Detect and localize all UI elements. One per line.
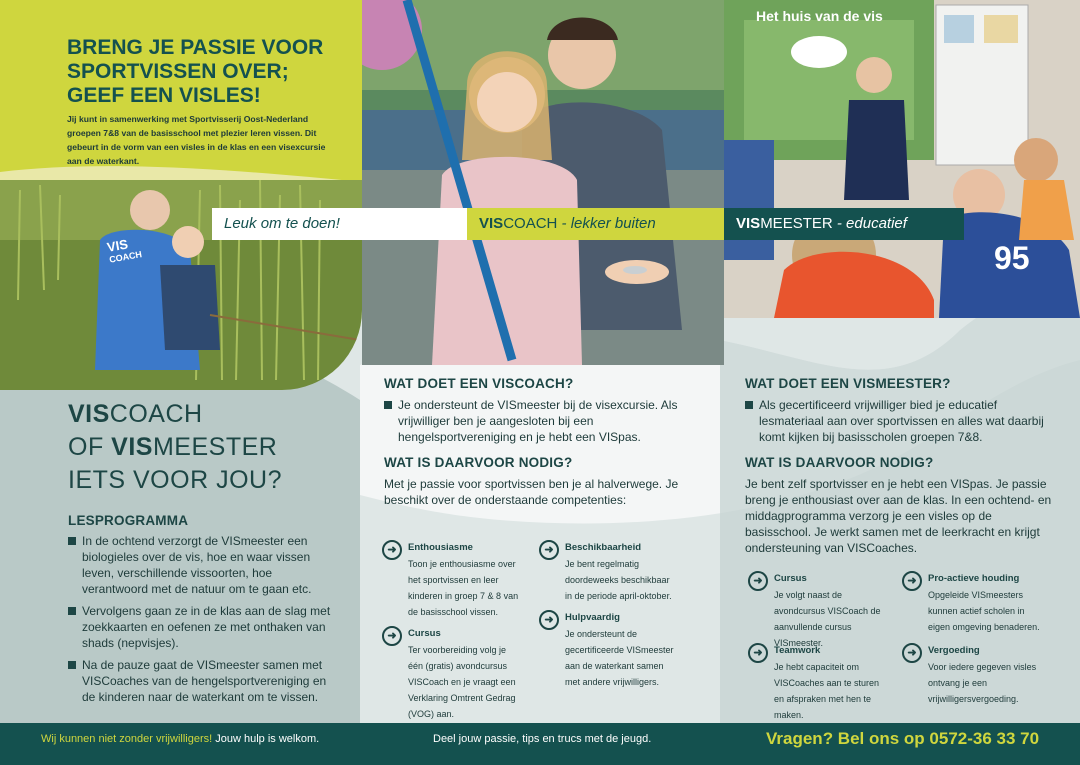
arrow-right-circle-icon: ➜ [382,540,402,560]
lesprogramma-section [68,513,336,705]
footer-phone: Vragen? Bel ons op 0572-36 33 70 [766,729,1040,748]
viscoach-title: WAT DOET EEN VISCOACH? [384,376,574,391]
big-question: VISCOACH OF VISMEESTER IETS VOOR JOU? [68,400,282,494]
viscoach-text: Je ondersteunt de VISmeester bij de visexcursie. Als vrijwilliger ben je aangesloten bij een hengelsportvereniging en je hebt een VISpas. [384,397,694,445]
tag-viscoach: VISCOACH - lekker buiten [467,208,724,240]
feature-cursus-coach: ➜ Cursus Ter voorbereiding volg je één (gratis) avondcursus VISCoach en je vraagt een Verklaring Omtrent Gedrag (VOG) aan. [382,626,522,722]
tag-fun: Leuk om te doen! [212,208,467,240]
vismeester-section [745,376,1055,556]
footer-left: Wij kunnen niet zonder vrijwilligers! Jouw hulp is welkom. [41,733,320,745]
arrow-right-circle-icon: ➜ [748,571,768,591]
vismeester-req-text: Je bent zelf sportvisser en je hebt een VISpas. Je passie breng je enthousiast over aan de klas. In een ochtend- en middagprogramma verzorg je een visles op de basisschool. Je werkt samen met de leerkracht en krijgt ondersteuning van VISCoaches. [745,477,1052,555]
whiteboard-title: Het huis van de vis [756,8,883,24]
lesprogramma-item: Vervolgens gaan ze in de klas aan de slag met zoekkaarten en oefenen ze met onthaken van shads (nepvisjes). [68,603,336,651]
vismeester-text: Als gecertificeerd vrijwilliger bied je educatief lesmateriaal aan over sportvissen en alles wat daarbij komt kijken bij basisscholen groepen 7&8. [745,397,1055,445]
viscoach-req-title: WAT IS DAARVOOR NODIG? [384,455,573,470]
feature-teamwork: ➜ Teamwork Je hebt capaciteit om VISCoaches aan te sturen en afspraken met hen te maken. [748,643,888,723]
vismeester-title: WAT DOET EEN VISMEESTER? [745,376,951,391]
feature-hulpvaardig: ➜ Hulpvaardig Je ondersteunt de gecertificeerde VISmeester aan de waterkant samen met andere vrijwilligers. [539,610,679,690]
hero-title: BRENG JE PASSIE VOOR SPORTVISSEN OVER; GEEF EEN VISLES! [67,36,324,107]
viscoach-req-text: Met je passie voor sportvissen ben je al halverwege. Je beschikt over de onderstaande competenties: [384,477,679,507]
feature-beschikbaarheid: ➜ Beschikbaarheid Je bent regelmatig doordeweeks beschikbaar in de periode april-oktober. [539,540,679,604]
arrow-right-circle-icon: ➜ [748,643,768,663]
tag-vismeester: VISMEESTER - educatief [724,208,964,240]
vest-text: VIS COACH [105,236,143,265]
lesprogramma-title: LESPROGRAMMA [68,513,189,528]
hero-intro: Jij kunt in samenwerking met Sportvisserij Oost-Nederland groepen 7&8 van de basisschool met plezier leren vissen. Dit gebeurt in de vorm van een visles in de klas en een visexcursie aan de waterkant. [67,114,326,166]
photo-girl-with-fish [362,0,724,365]
lesprogramma-item: Na de pauze gaat de VISmeester samen met VISCoaches van de hengelsportvereniging en de kinderen naar de waterkant om te vissen. [68,657,336,705]
shirt-number: 95 [994,240,1030,276]
feature-cursus-meester: ➜ Cursus Je volgt naast de avondcursus VISCoach de aanvullende cursus VISmeester. [748,571,888,651]
footer-middle: Deel jouw passie, tips en trucs met de jeugd. [433,733,652,745]
arrow-right-circle-icon: ➜ [539,540,559,560]
arrow-right-circle-icon: ➜ [902,571,922,591]
vismeester-req-title: WAT IS DAARVOOR NODIG? [745,455,934,470]
lesprogramma-item: In de ochtend verzorgt de VISmeester een biologieles over de vis, hoe en waar vissen leven, verschillende vissoorten, hoe verantwoord met de natuur om te gaan etc. [68,533,336,597]
feature-enthousiasme: ➜ Enthousiasme Toon je enthousiasme over het sportvissen en leer kinderen in groep 7 & 8 van de basisschool vissen. [382,540,522,620]
photo-classroom [724,0,1080,318]
viscoach-section [384,376,694,508]
arrow-right-circle-icon: ➜ [382,626,402,646]
footer-bar [0,723,1080,765]
feature-pro-actief: ➜ Pro-actieve houding Opgeleide VISmeesters kunnen actief scholen in eigen omgeving benaderen. [902,571,1042,635]
arrow-right-circle-icon: ➜ [539,610,559,630]
feature-vergoeding: ➜ Vergoeding Voor iedere gegeven visles ontvang je een vrijwilligersvergoeding. [902,643,1042,707]
arrow-right-circle-icon: ➜ [902,643,922,663]
